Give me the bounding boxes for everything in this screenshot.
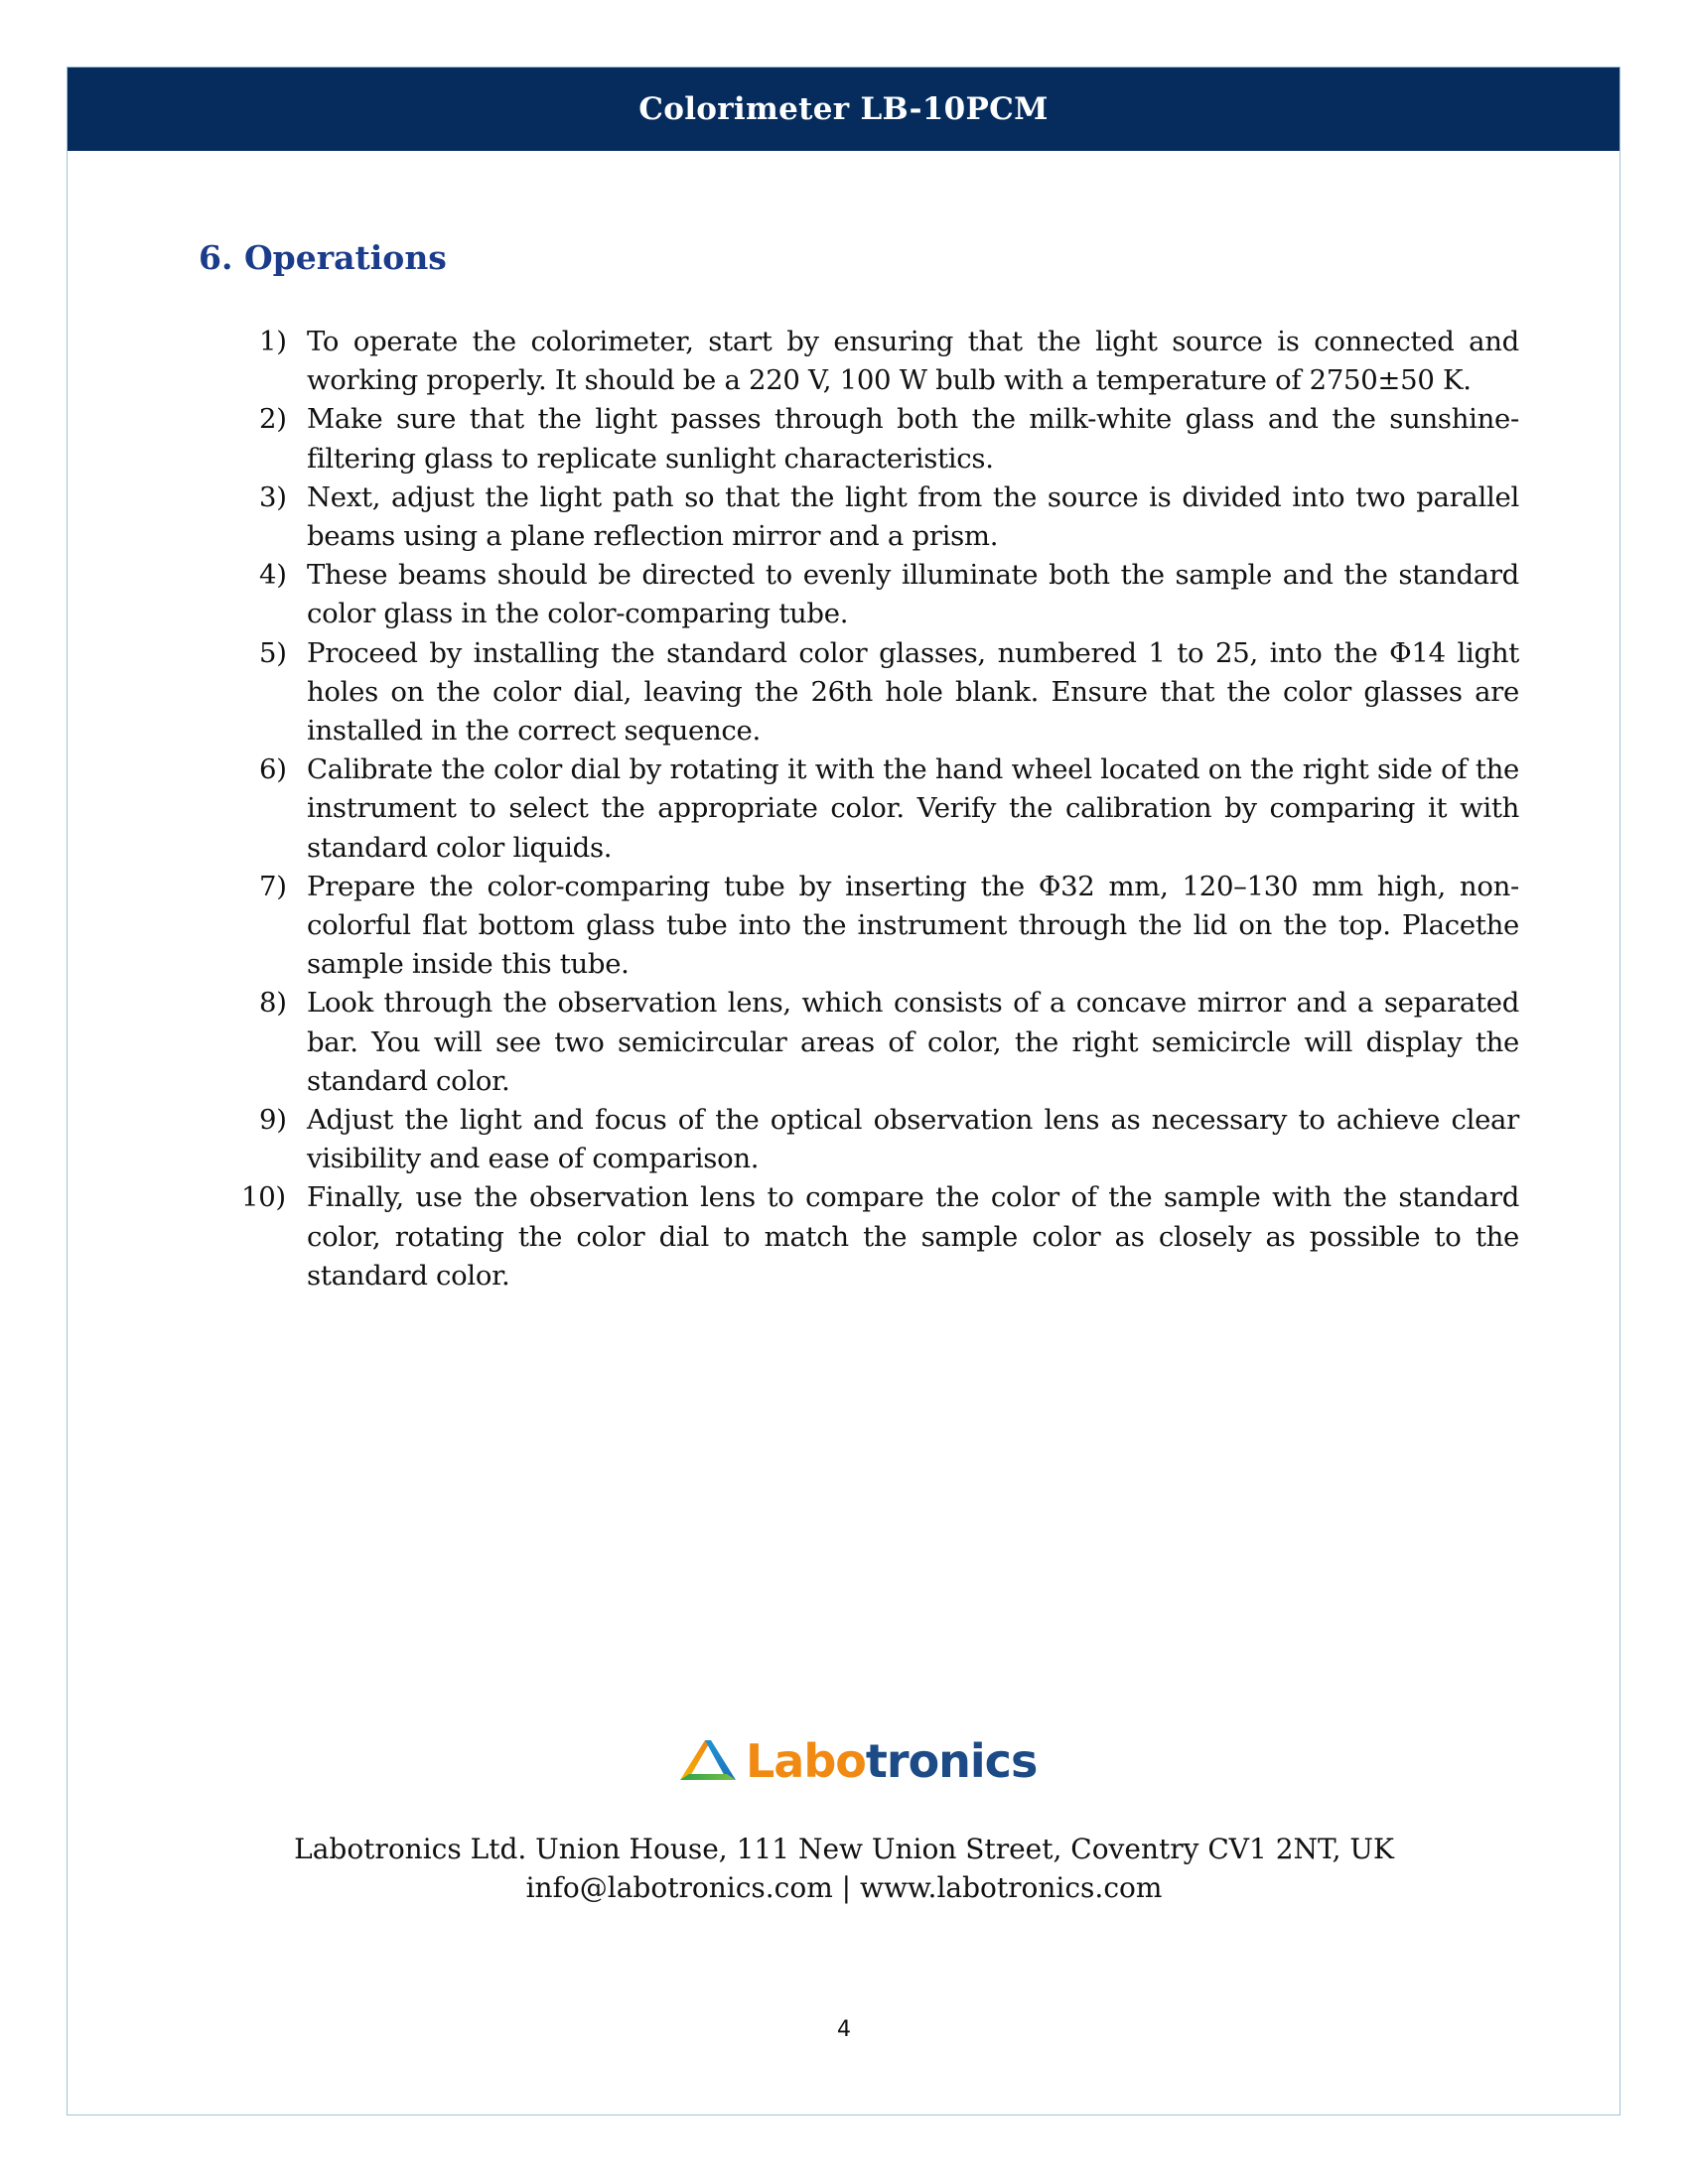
section-title: 6. Operations bbox=[199, 238, 447, 277]
list-item-text: To operate the colorimeter, start by ensuring that the light source is connected and working properly. It should be a 220 V, 100 W bulb with a temperature of 2750±50 K. bbox=[307, 326, 1519, 397]
list-item-number: 4) bbox=[259, 559, 287, 592]
page-number: 4 bbox=[837, 2017, 851, 2042]
list-item-number: 8) bbox=[259, 987, 287, 1020]
list-item-number: 6) bbox=[259, 753, 287, 786]
list-item-text: Finally, use the observation lens to compare the color of the sample with the standard color, rotating the color dial to match the sample color as closely as possible to the standard color. bbox=[307, 1181, 1519, 1292]
list-item-number: 1) bbox=[259, 326, 287, 357]
contact-line: info@labotronics.com | www.labotronics.com bbox=[525, 1871, 1163, 1904]
list-item bbox=[254, 556, 1519, 633]
list-item-text: Make sure that the light passes through both the milk-white glass and the sunshine-filtering glass to replicate sunlight characteristics. bbox=[307, 403, 1519, 475]
logo-wordmark-tronics: tronics bbox=[865, 1734, 1038, 1788]
document-header bbox=[68, 68, 1619, 151]
header-title: Colorimeter LB-10PCM bbox=[638, 91, 1049, 127]
operations-list bbox=[241, 323, 1519, 1296]
list-item-text: Proceed by installing the standard color glasses, numbered 1 to 25, into the Φ14 light holes on the color dial, leaving the 26th hole blank. Ensure that the color glasses are installed in the correct sequence. bbox=[307, 636, 1519, 748]
triangle-logo-icon bbox=[676, 1736, 738, 1786]
list-item bbox=[241, 1178, 1519, 1296]
list-item-number: 9) bbox=[259, 1104, 287, 1137]
list-item-text: These beams should be directed to evenly illuminate both the sample and the standard color glass in the color-comparing tube. bbox=[307, 559, 1519, 630]
address-line: Labotronics Ltd. Union House, 111 New Union Street, Coventry CV1 2NT, UK bbox=[294, 1833, 1394, 1865]
list-item bbox=[254, 634, 1519, 751]
list-item-number: 3) bbox=[259, 480, 287, 513]
list-item bbox=[254, 1101, 1519, 1178]
list-item-text: Calibrate the color dial by rotating it with the hand wheel located on the right side of the instrument to select the appropriate color. Verify the calibration by comparing it with standard color liquids. bbox=[307, 753, 1519, 864]
list-item bbox=[254, 323, 1519, 400]
list-item bbox=[254, 751, 1519, 868]
list-item bbox=[254, 868, 1519, 985]
logo-wordmark-labo: Labo bbox=[746, 1734, 866, 1788]
list-item-text: Look through the observation lens, which consists of a concave mirror and a separated bar. You will see two semicircular areas of color, the right semicircle will display the standard color. bbox=[307, 987, 1519, 1097]
list-item bbox=[254, 400, 1519, 478]
list-item bbox=[254, 478, 1519, 556]
labotronics-logo bbox=[676, 1727, 1037, 1795]
list-item-number: 5) bbox=[259, 636, 287, 669]
list-item-text: Adjust the light and focus of the optical observation lens as necessary to achieve clear visibility and ease of comparison. bbox=[307, 1104, 1519, 1175]
logo-wordmark bbox=[746, 1734, 1037, 1788]
list-item-number: 7) bbox=[259, 870, 287, 902]
list-item-text: Next, adjust the light path so that the light from the source is divided into two parallel beams using a plane reflection mirror and a prism. bbox=[307, 480, 1519, 553]
list-item-number: 2) bbox=[259, 403, 287, 436]
footer-address bbox=[0, 1830, 1688, 1907]
list-item bbox=[254, 984, 1519, 1101]
list-item-text: Prepare the color-comparing tube by inserting the Φ32 mm, 120–130 mm high, non-colorful flat bottom glass tube into the instrument through the lid on the top. Placethe sample inside this tube. bbox=[307, 870, 1519, 981]
list-item-number: 10) bbox=[241, 1181, 286, 1214]
